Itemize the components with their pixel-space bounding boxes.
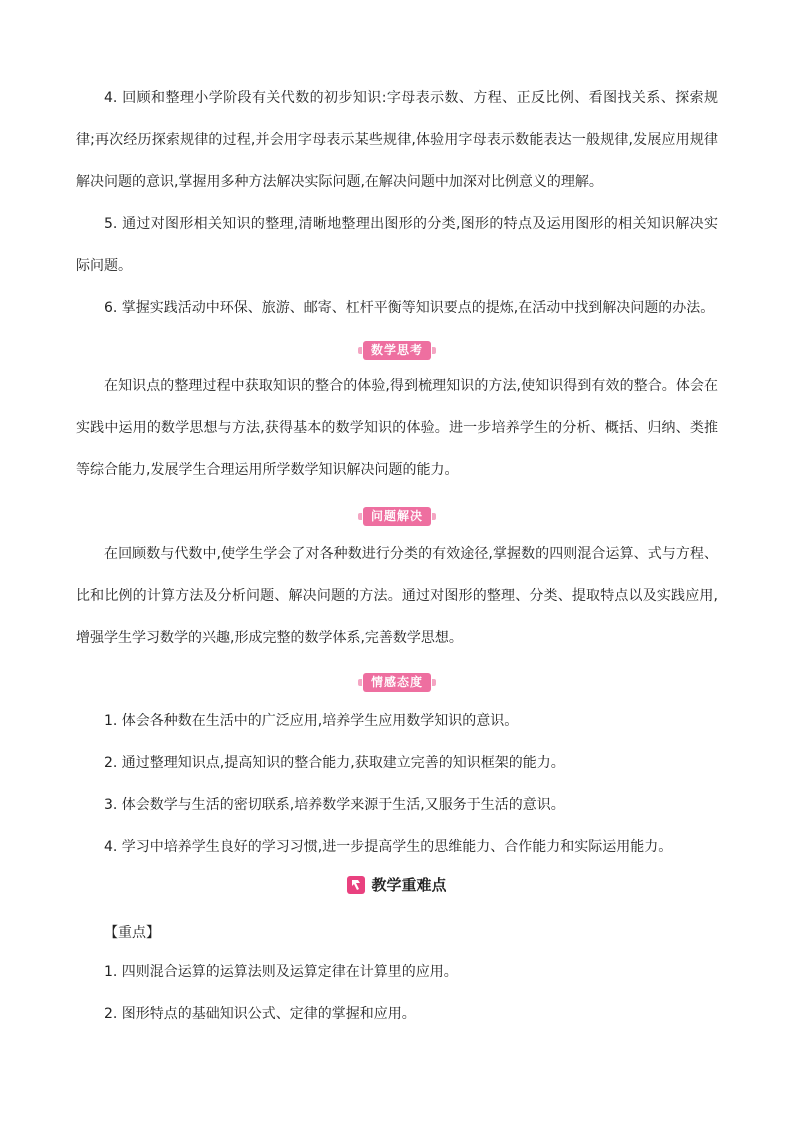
bookmark-arrow-icon <box>347 876 365 894</box>
attitude-item-4: 4. 学习中培养学生良好的学习习惯,进一步提高学生的思维能力、合作能力和实际运用能力。 <box>104 839 673 855</box>
goal-5-paragraph: 5. 通过对图形相关知识的整理,清晰地整理出图形的分类,图形的特点及运用图形的相关知识解决实际问题。 <box>76 216 718 274</box>
math-thinking-badge-wrap <box>0 339 794 360</box>
math-thinking-paragraph: 在知识点的整理过程中获取知识的整合的体验,得到梳理知识的方法,使知识得到有效的整合。体会在实践中运用的数学思想与方法,获得基本的数学知识的体验。进一步培养学生的分析、概括、归纳、类推等综合能力,发展学生合理运用所学数学知识解决问题的能力。 <box>76 378 718 478</box>
problem-solving-badge-wrap <box>0 505 794 526</box>
attitude-badge-wrap <box>0 671 794 692</box>
key-points-heading: 【重点】 <box>104 925 160 941</box>
goal-4-paragraph: 4. 回顾和整理小学阶段有关代数的初步知识:字母表示数、方程、正反比例、看图找关系、探索规律;再次经历探索规律的过程,并会用字母表示某些规律,体验用字母表示数能表达一般规律,发展应用规律解决问题的意识,掌握用多种方法解决实际问题,在解决问题中加深对比例意义的理解。 <box>76 90 718 190</box>
goal-6-paragraph: 6. 掌握实践活动中环保、旅游、邮寄、杠杆平衡等知识要点的提炼,在活动中找到解决问题的办法。 <box>104 300 715 316</box>
math-thinking-badge: 数学思考 <box>363 341 431 360</box>
section-title: 教学重难点 <box>371 876 447 894</box>
attitude-item-3: 3. 体会数学与生活的密切联系,培养数学来源于生活,又服务于生活的意识。 <box>104 797 565 813</box>
attitude-badge: 情感态度 <box>363 673 431 692</box>
key-point-1: 1. 四则混合运算的运算法则及运算定律在计算里的应用。 <box>104 964 458 980</box>
key-difficult-section-header <box>0 874 794 898</box>
key-point-2: 2. 图形特点的基础知识公式、定律的掌握和应用。 <box>104 1006 416 1022</box>
attitude-item-2: 2. 通过整理知识点,提高知识的整合能力,获取建立完善的知识框架的能力。 <box>104 755 565 771</box>
attitude-item-1: 1. 体会各种数在生活中的广泛应用,培养学生应用数学知识的意识。 <box>104 713 519 729</box>
problem-solving-badge: 问题解决 <box>363 507 431 526</box>
problem-solving-paragraph: 在回顾数与代数中,使学生学会了对各种数进行分类的有效途径,掌握数的四则混合运算、式与方程、比和比例的计算方法及分析问题、解决问题的方法。通过对图形的整理、分类、提取特点以及实践应用,增强学生学习数学的兴趣,形成完整的数学体系,完善数学思想。 <box>76 546 718 646</box>
